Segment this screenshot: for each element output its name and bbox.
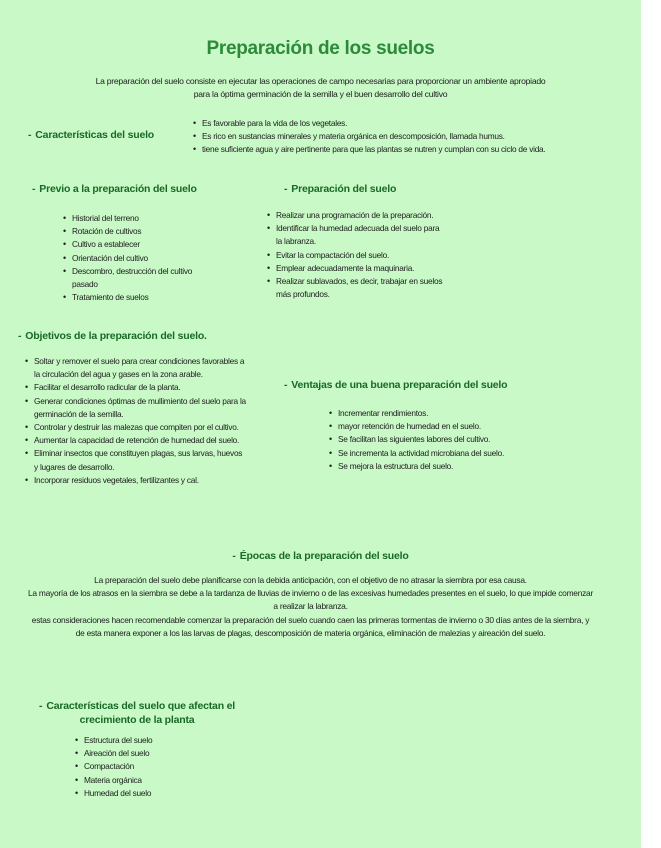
list-item: • Se incrementa la actividad microbiana del suelo. [338,447,538,460]
list-item: • Aireación del suelo [84,747,234,760]
heading-text: Ventajas de una buena preparación del suelo [291,379,508,391]
heading-dash: - [18,330,22,342]
list-item: • mayor retención de humedad en el suelo. [338,420,538,433]
list-item: • Tratamiento de suelos [72,291,202,304]
epocas-paragraph: La preparación del suelo debe planificarse con la debida anticipación, con el objetivo de no atrasar la siembra por esa causa. [94,575,527,585]
heading-text: Objetivos de la preparación del suelo. [25,330,207,342]
list-item: • Cultivo a establecer [72,238,202,251]
list-item: • Materia orgánica [84,774,234,787]
heading-dash: - [284,379,288,391]
list-item: • Se mejora la estructura del suelo. [338,460,538,473]
epocas-paragraph: La mayoría de los atrasos en la siembra se debe a la tardanza de lluvias de invierno o de las excesivas humedades presentes en el suelo, lo que impide comenzar a realizar la labranza. [28,588,593,612]
list-item: • Generar condiciones óptimas de mullimiento del suelo para la germinación de la semilla. [34,395,246,421]
list-item: • Aumentar la capacidad de retención de humedad del suelo. [34,434,246,447]
afectan-heading [22,699,252,727]
heading-text: Previo a la preparación del suelo [39,183,197,195]
list-item: • Realizar sublavados, es decir, trabajar en suelos más profundos. [276,275,446,301]
list-item: • Evitar la compactación del suelo. [276,249,446,262]
list-item: • Incorporar residuos vegetales, fertilizantes y cal. [34,474,246,487]
list-item: • tiene suficiente agua y aire pertinente para que las plantas se nutren y cumplan con su ciclo de vida. [202,143,641,156]
heading-dash: - [28,129,32,141]
ventajas-list [328,407,538,473]
heading-text: Épocas de la preparación del suelo [239,550,409,562]
list-item: • Rotación de cultivos [72,225,202,238]
preparacion-heading [284,182,396,196]
objetivos-list [24,355,246,487]
heading-text: Características del suelo [35,129,155,141]
list-item: • Emplear adecuadamente la maquinaria. [276,262,446,275]
list-item: • Humedad del suelo [84,787,234,800]
heading-dash: - [284,183,288,195]
previo-heading [32,182,197,196]
heading-text: Características del suelo que afectan el crecimiento de la planta [46,700,235,726]
heading-text: Preparación del suelo [291,183,397,195]
list-item: • Historial del terreno [72,212,202,225]
objetivos-heading [18,329,207,343]
list-item: • Compactación [84,760,234,773]
previo-list [62,212,202,304]
heading-dash: - [32,183,36,195]
caracteristicas-heading [28,128,154,142]
preparacion-list [266,209,446,301]
page-title: Preparación de los suelos [206,38,435,59]
list-item: • Eliminar insectos que constituyen plagas, sus larvas, huevos y lugares de desarrollo. [34,447,246,473]
list-item: • Identificar la humedad adecuada del suelo para la labranza. [276,222,446,248]
list-item: • Soltar y remover el suelo para crear condiciones favorables a la circulación del agua y gases en la zona arable. [34,355,246,381]
list-item: • Realizar una programación de la preparación. [276,209,446,222]
heading-dash: - [232,550,236,562]
list-item: • Es favorable para la vida de los vegetales. [202,117,641,130]
list-item: • Facilitar el desarrollo radicular de la planta. [34,381,246,394]
epocas-body [28,574,593,640]
intro-paragraph: La preparación del suelo consiste en ejecutar las operaciones de campo necesarias para proporcionar un ambiente apropiado para la óptima germinación de la semilla y el buen desarrollo del cultivo [95,76,546,99]
list-item: • Descombro, destrucción del cultivo pasado [72,265,202,291]
list-item: • Se facilitan las siguientes labores del cultivo. [338,433,538,446]
afectan-list [74,734,234,800]
caracteristicas-list [192,117,641,157]
heading-dash: - [39,700,43,712]
list-item: • Incrementar rendimientos. [338,407,538,420]
list-item: • Es rico en sustancias minerales y materia orgánica en descomposición, llamada humus. [202,130,641,143]
epocas-paragraph: estas consideraciones hacen recomendable comenzar la preparación del suelo cuando caen las primeras tormentas de invierno o 30 días antes de la siembra, y de esta manera exponer a los las larvas de plagas, descomposición de materia orgánica, eliminación de malezias y aireación del suelo. [31,614,590,638]
ventajas-heading [284,378,507,392]
list-item: • Orientación del cultivo [72,252,202,265]
list-item: • Estructura del suelo [84,734,234,747]
epocas-heading [0,549,641,563]
list-item: • Controlar y destruir las malezas que compiten por el cultivo. [34,421,246,434]
